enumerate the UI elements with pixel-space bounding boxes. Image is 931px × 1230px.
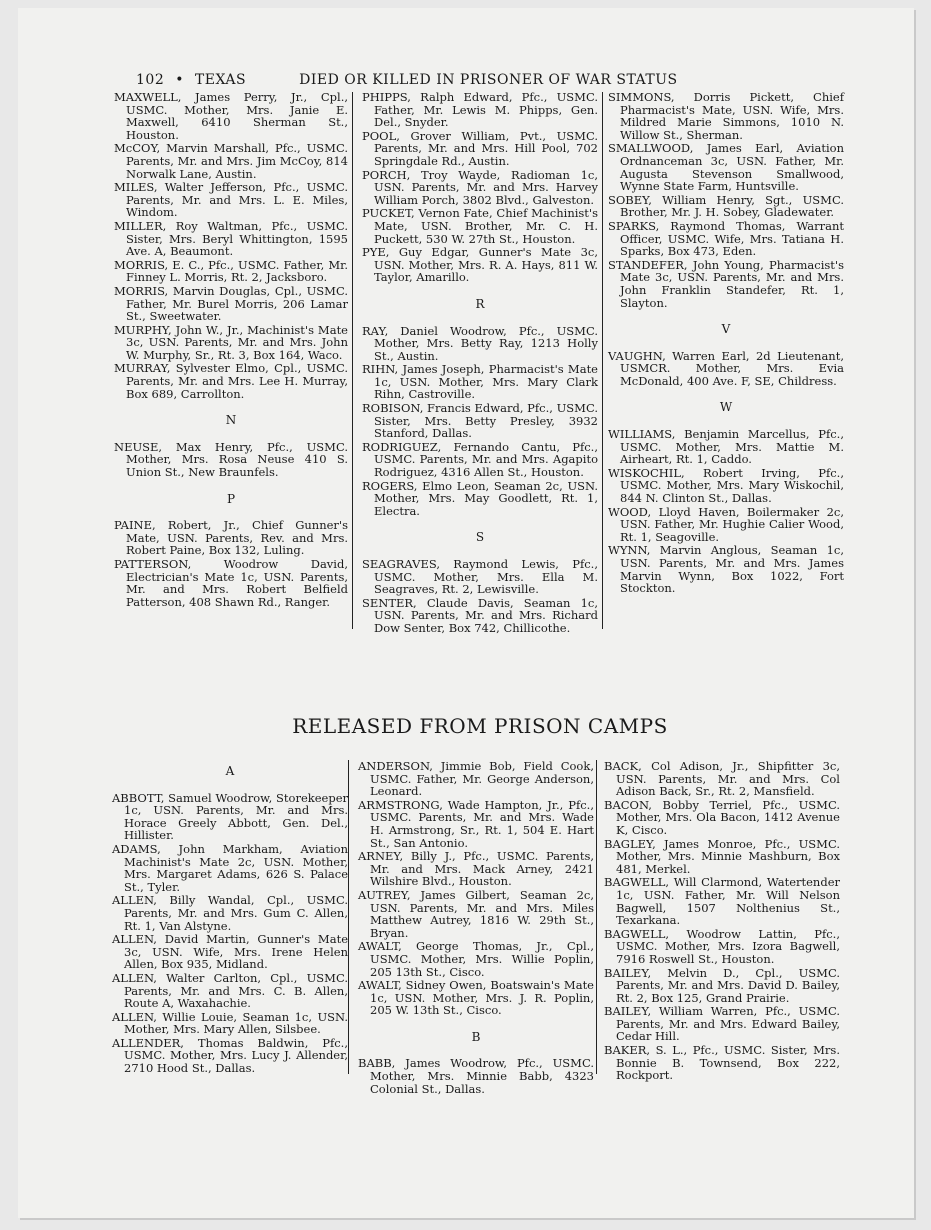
roster-entry: MAXWELL, James Perry, Jr., Cpl., USMC. Mother, Mrs. Janie E. Maxwell, 6410 Sherman St., Houston. <box>114 90 348 142</box>
page-number: 102 <box>136 72 165 88</box>
letter-heading: S <box>475 530 485 545</box>
roster-entry: McCOY, Marvin Marshall, Pfc., USMC. Parents, Mr. and Mrs. Jim McCoy, 814 Norwalk Lane, Austin. <box>114 141 348 181</box>
roster-entry: ROGERS, Elmo Leon, Seaman 2c, USN. Mother, Mrs. May Goodlett, Rt. 1, Electra. <box>362 478 598 518</box>
roster-entry: PUCKET, Vernon Fate, Chief Machinist's Mate, USN. Brother, Mr. C. H. Puckett, 530 W. 27th St., Houston. <box>362 206 598 246</box>
roster-entry: ALLEN, David Martin, Gunner's Mate 3c, USN. Wife, Mrs. Irene Helen Allen, Box 935, Midland. <box>112 932 348 972</box>
roster-entry: MORRIS, E. C., Pfc., USMC. Father, Mr. Finney L. Morris, Rt. 2, Jacksboro. <box>114 257 348 285</box>
roster-entry: SMALLWOOD, James Earl, Aviation Ordnanceman 3c, USN. Father, Mr. Augusta Stevenson Smallwood, Wynne State Farm, Huntsville. <box>608 141 844 194</box>
roster-entry: BAGWELL, Will Clarmond, Watertender 1c, USN. Father, Mr. Will Nelson Bagwell, 1507 Nolthenius St., Texarkana. <box>604 875 840 928</box>
roster-entry: PAINE, Robert, Jr., Chief Gunner's Mate, USN. Parents, Rev. and Mrs. Robert Paine, Box 132, Luling. <box>114 518 348 558</box>
roster-entry: RIHN, James Joseph, Pharmacist's Mate 1c, USN. Mother, Mrs. Mary Clark Rihn, Castroville. <box>362 362 598 402</box>
roster-entry: ABBOTT, Samuel Woodrow, Storekeeper 1c, USN. Parents, Mr. and Mrs. Horace Greely Abbott, Gen. Del., Hillister. <box>112 790 348 843</box>
died-column-1 <box>114 91 348 609</box>
roster-entry: AWALT, Sidney Owen, Boatswain's Mate 1c, USN. Mother, Mrs. J. R. Poplin, 205 W. 13th St., Cisco. <box>358 978 594 1018</box>
header-title: DIED OR KILLED IN PRISONER OF WAR STATUS <box>299 72 678 88</box>
roster-entry: BABB, James Woodrow, Pfc., USMC. Mother, Mrs. Minnie Babb, 4323 Colonial St., Dallas. <box>358 1056 594 1096</box>
page-header <box>136 72 716 88</box>
roster-entry: WISKOCHIL, Robert Irving, Pfc., USMC. Mother, Mrs. Mary Wiskochil, 844 N. Clinton St., Dallas. <box>608 465 844 506</box>
released-column-2 <box>358 760 594 1096</box>
roster-entry: ALLENDER, Thomas Baldwin, Pfc., USMC. Mother, Mrs. Lucy J. Allender, 2710 Hood St., Dallas. <box>112 1035 348 1076</box>
roster-entry: WILLIAMS, Benjamin Marcellus, Pfc., USMC. Mother, Mrs. Mattie M. Airheart, Rt. 1, Caddo. <box>608 427 844 467</box>
roster-entry: BAGWELL, Woodrow Lattin, Pfc., USMC. Mother, Mrs. Izora Bagwell, 7916 Roswell St., Houston. <box>604 926 840 966</box>
died-column-3 <box>608 91 844 596</box>
released-column-1 <box>112 751 348 1076</box>
roster-entry: POOL, Grover William, Pvt., USMC. Parents, Mr. and Mrs. Hill Pool, 702 Springdale Rd., Austin. <box>362 128 598 168</box>
roster-entry: BAGLEY, James Monroe, Pfc., USMC. Mother, Mrs. Minnie Mashburn, Box 481, Merkel. <box>604 836 840 876</box>
column-divider <box>596 760 597 1074</box>
roster-entry: PHIPPS, Ralph Edward, Pfc., USMC. Father, Mr. Lewis M. Phipps, Gen. Del., Snyder. <box>362 90 598 130</box>
roster-entry: ARNEY, Billy J., Pfc., USMC. Parents, Mr. and Mrs. Mack Arney, 2421 Wilshire Blvd., Houston. <box>358 849 594 889</box>
roster-entry: BAILEY, Melvin D., Cpl., USMC. Parents, Mr. and Mrs. David D. Bailey, Rt. 2, Box 125, Grand Prairie. <box>604 965 840 1005</box>
died-column-2 <box>362 91 598 636</box>
roster-entry: MURRAY, Sylvester Elmo, Cpl., USMC. Parents, Mr. and Mrs. Lee H. Murray, Box 689, Carrollton. <box>114 361 348 401</box>
roster-entry: BAILEY, William Warren, Pfc., USMC. Parents, Mr. and Mrs. Edward Bailey, Cedar Hill. <box>604 1004 840 1044</box>
roster-entry: MILES, Walter Jefferson, Pfc., USMC. Parents, Mr. and Mrs. L. E. Miles, Windom. <box>114 180 348 220</box>
column-divider <box>352 92 353 629</box>
roster-entry: AWALT, George Thomas, Jr., Cpl., USMC. Mother, Mrs. Willie Poplin, 205 13th St., Cisco. <box>358 939 594 979</box>
letter-heading: A <box>225 764 235 778</box>
roster-entry: ALLEN, Billy Wandal, Cpl., USMC. Parents, Mr. and Mrs. Gum C. Allen, Rt. 1, Van Alstyne. <box>112 893 348 933</box>
letter-heading: R <box>475 296 485 311</box>
roster-entry: ANDERSON, Jimmie Bob, Field Cook, USMC. Father, Mr. George Anderson, Leonard. <box>358 759 594 799</box>
letter-heading: P <box>226 491 236 506</box>
roster-entry: NEUSE, Max Henry, Pfc., USMC. Mother, Mrs. Rosa Neuse 410 S. Union St., New Braunfels. <box>114 439 348 480</box>
roster-entry: BACK, Col Adison, Jr., Shipfitter 3c, USN. Parents, Mr. and Mrs. Col Adison Back, Sr., Rt. 2, Mansfield. <box>604 759 840 799</box>
roster-entry: BACON, Bobby Terriel, Pfc., USMC. Mother, Mrs. Ola Bacon, 1412 Avenue K, Cisco. <box>604 797 840 837</box>
roster-entry: SENTER, Claude Davis, Seaman 1c, USN. Parents, Mr. and Mrs. Richard Dow Senter, Box 742, Chillicothe. <box>362 595 598 635</box>
roster-entry: ADAMS, John Markham, Aviation Machinist's Mate 2c, USN. Mother, Mrs. Margaret Adams, 626 S. Palace St., Tyler. <box>112 841 348 894</box>
roster-entry: BAKER, S. L., Pfc., USMC. Sister, Mrs. Bonnie B. Townsend, Box 222, Rockport. <box>604 1043 840 1083</box>
roster-entry: SOBEY, William Henry, Sgt., USMC. Brother, Mr. J. H. Sobey, Gladewater. <box>608 192 844 220</box>
roster-entry: ALLEN, Walter Carlton, Cpl., USMC. Parents, Mr. and Mrs. C. B. Allen, Route A, Waxahachie. <box>112 970 348 1011</box>
roster-entry: WYNN, Marvin Anglous, Seaman 1c, USN. Parents, Mr. and Mrs. James Marvin Wynn, Box 1022, Fort Stockton. <box>608 543 844 596</box>
column-divider <box>348 760 349 1074</box>
letter-heading: B <box>471 1029 481 1044</box>
roster-entry: SEAGRAVES, Raymond Lewis, Pfc., USMC. Mother, Mrs. Ella M. Seagraves, Rt. 2, Lewisville. <box>362 557 598 597</box>
roster-entry: ARMSTRONG, Wade Hampton, Jr., Pfc., USMC. Parents, Mr. and Mrs. Wade H. Armstrong, Sr., Rt. 1, 504 E. Hart St., San Antonio. <box>358 797 594 850</box>
header-bullet: • <box>175 72 184 88</box>
header-state: TEXAS <box>194 72 247 88</box>
roster-entry: WOOD, Lloyd Haven, Boilermaker 2c, USN. Father, Mr. Hughie Calier Wood, Rt. 1, Seagoville. <box>608 504 844 544</box>
released-column-3 <box>604 760 840 1083</box>
roster-entry: VAUGHN, Warren Earl, 2d Lieutenant, USMCR. Mother, Mrs. Evia McDonald, 400 Ave. F, SE, Childress. <box>608 348 844 388</box>
letter-heading: W <box>719 400 733 415</box>
section-title-released: RELEASED FROM PRISON CAMPS <box>292 714 668 738</box>
roster-entry: PORCH, Troy Wayde, Radioman 1c, USN. Parents, Mr. and Mrs. Harvey William Porch, 3802 Blvd., Galveston. <box>362 167 598 207</box>
roster-entry: MURPHY, John W., Jr., Machinist's Mate 3c, USN. Parents, Mr. and Mrs. John W. Murphy, Sr., Rt. 3, Box 164, Waco. <box>114 322 348 362</box>
roster-entry: MORRIS, Marvin Douglas, Cpl., USMC. Father, Mr. Burel Morris, 206 Lamar St., Sweetwater. <box>114 283 348 324</box>
roster-entry: ALLEN, Willie Louie, Seaman 1c, USN. Mother, Mrs. Mary Allen, Silsbee. <box>112 1009 348 1037</box>
column-divider <box>602 92 603 629</box>
roster-entry: RAY, Daniel Woodrow, Pfc., USMC. Mother, Mrs. Betty Ray, 1213 Holly St., Austin. <box>362 323 598 363</box>
roster-entry: SIMMONS, Dorris Pickett, Chief Pharmacist's Mate, USN. Wife, Mrs. Mildred Marie Simmons, 1010 N. Willow St., Sherman. <box>608 90 844 142</box>
letter-heading: V <box>721 322 731 337</box>
roster-entry: PYE, Guy Edgar, Gunner's Mate 3c, USN. Mother, Mrs. R. A. Hays, 811 W. Taylor, Amarillo. <box>362 245 598 285</box>
roster-entry: STANDEFER, John Young, Pharmacist's Mate 3c, USN. Parents, Mr. and Mrs. John Franklin Standefer, Rt. 1, Slayton. <box>608 257 844 310</box>
roster-entry: RODRIGUEZ, Fernando Cantu, Pfc., USMC. Parents, Mr. and Mrs. Agapito Rodriguez, 4316 Allen St., Houston. <box>362 439 598 480</box>
roster-entry: SPARKS, Raymond Thomas, Warrant Officer, USMC. Wife, Mrs. Tatiana H. Sparks, Box 473, Eden. <box>608 218 844 259</box>
roster-entry: ROBISON, Francis Edward, Pfc., USMC. Sister, Mrs. Betty Presley, 3932 Stanford, Dallas. <box>362 401 598 441</box>
letter-heading: N <box>225 413 237 428</box>
roster-entry: PATTERSON, Woodrow David, Electrician's Mate 1c, USN. Parents, Mr. and Mrs. Robert Belfield Patterson, 408 Shawn Rd., Ranger. <box>114 557 348 609</box>
roster-entry: AUTREY, James Gilbert, Seaman 2c, USN. Parents, Mr. and Mrs. Miles Matthew Autrey, 1816 W. 29th St., Bryan. <box>358 887 594 940</box>
roster-entry: MILLER, Roy Waltman, Pfc., USMC. Sister, Mrs. Beryl Whittington, 1595 Ave. A, Beaumont. <box>114 218 348 259</box>
